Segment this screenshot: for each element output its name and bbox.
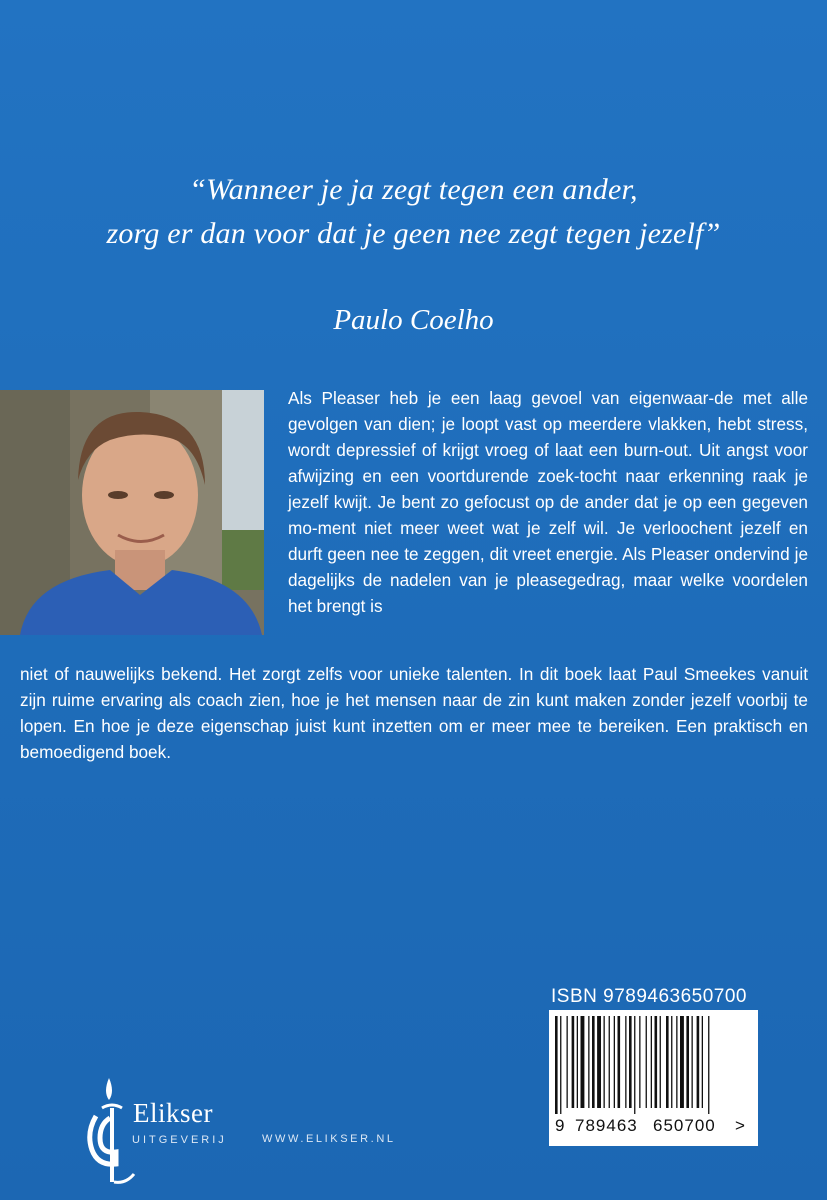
barcode-digits-group-1: 789463 — [575, 1116, 638, 1135]
blurb-top: Als Pleaser heb je een laag gevoel van eigenwaar-de met alle gevolgen van dien; je loopt vast op meerdere vlakken, hebt stress, wordt depressief of krijgt vroeg of laat een burn-out. Uit angst voor afwijzing en een voortdurende zoek-tocht naar erkenning raak je jezelf kwijt. Je bent zo gefocust op de ander dat je op een gegeven mo-ment niet meer weet wat je zelf wil. Je verloochent jezelf en durft geen nee te zeggen, dit vreet energie. Als Pleaser ondervind je dagelijks de nadelen van je pleasegedrag, maar welke voordelen het brengt is — [288, 388, 808, 616]
barcode-bar — [581, 1016, 585, 1108]
barcode-digit-1: 9 — [555, 1116, 566, 1135]
publisher-website[interactable]: WWW.ELIKSER.NL — [262, 1133, 396, 1145]
author-photo-illustration — [0, 390, 264, 635]
author-photo — [0, 390, 264, 635]
barcode-bar — [666, 1016, 669, 1108]
barcode-bar — [614, 1016, 615, 1108]
barcode-bar — [708, 1016, 709, 1114]
barcode-bar — [604, 1016, 605, 1108]
quote-line-1: “Wanneer je ja zegt tegen een ander, — [189, 173, 638, 206]
barcode-bar — [655, 1016, 658, 1108]
barcode-bar — [625, 1016, 626, 1108]
quote — [0, 168, 827, 256]
barcode-bar — [629, 1016, 632, 1108]
quote-author: Paulo Coelho — [333, 304, 494, 336]
barcode-bar — [671, 1016, 672, 1108]
barcode-bars — [549, 1010, 758, 1114]
barcode-bar — [609, 1016, 610, 1108]
publisher-logo — [76, 1078, 146, 1188]
publisher-subtitle: UITGEVERIJ — [132, 1134, 227, 1146]
barcode-bar — [577, 1016, 578, 1108]
quote-line-2: zorg er dan voor dat je geen nee zegt tegen jezelf” — [106, 217, 721, 250]
barcode-bar — [697, 1016, 700, 1108]
barcode-bar — [588, 1016, 589, 1108]
barcode-bar — [692, 1016, 693, 1108]
barcode-bar — [634, 1016, 635, 1114]
barcode-bar — [597, 1016, 601, 1108]
blurb-full: niet of nauwelijks bekend. Het zorgt zelfs voor unieke talenten. In dit boek laat Paul Smeekes vanuit zijn ruime ervaring als coach zien, hoe je het mensen naar de zin kunt maken zonder jezelf voorbij te lopen. En hoe je deze eigenschap juist kunt inzetten om er meer mee te bereiken. Een praktisch en bemoedigend boek. — [20, 664, 808, 762]
barcode-bar — [560, 1016, 561, 1114]
barcode-bar — [555, 1016, 558, 1114]
barcode-bar — [646, 1016, 647, 1108]
publisher-logo-icon — [76, 1078, 146, 1188]
barcode-bar — [651, 1016, 652, 1108]
barcode-bar — [680, 1016, 684, 1108]
barcode — [549, 1010, 758, 1146]
barcode-bar — [567, 1016, 568, 1108]
barcode-digits-group-2: 650700 — [653, 1116, 716, 1135]
barcode-bar — [676, 1016, 677, 1108]
barcode-bar — [702, 1016, 703, 1108]
barcode-bar — [618, 1016, 621, 1108]
publisher-name: Elikser — [133, 1098, 213, 1128]
barcode-end-marker: > — [735, 1116, 746, 1135]
barcode-bar — [572, 1016, 575, 1108]
isbn-label: ISBN 9789463650700 — [551, 986, 747, 1007]
barcode-bar — [592, 1016, 595, 1108]
barcode-bar — [686, 1016, 689, 1108]
barcode-bar — [639, 1016, 640, 1108]
barcode-bar — [660, 1016, 661, 1108]
